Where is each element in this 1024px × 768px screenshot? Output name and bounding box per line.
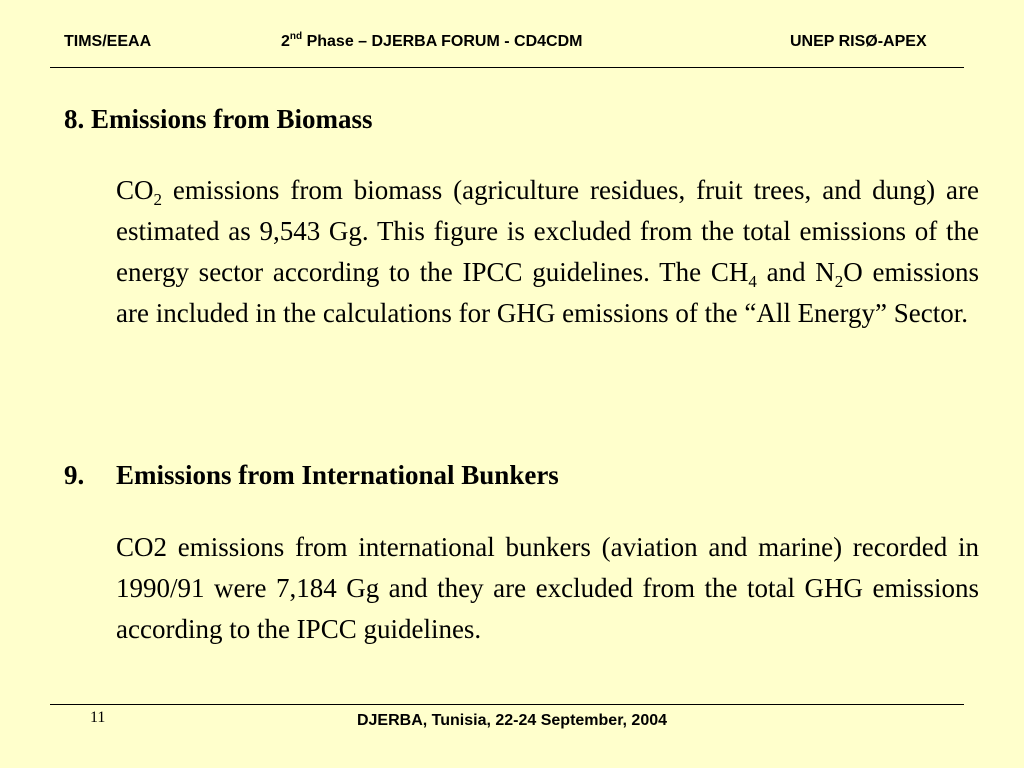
header-divider [50, 67, 964, 68]
p1-subscript-1: 2 [153, 190, 163, 209]
slide-header [0, 33, 1024, 59]
p1-text-b: emissions from biomass (agriculture residues, fruit trees, and dung) are estimated as 9,543 Gg. This figure is excluded from the total emissions of the energy sector according to the IPCC guidelines. The CH [116, 175, 979, 287]
section-9-paragraph: CO2 emissions from international bunkers (aviation and marine) recorded in 1990/91 were 7,184 Gg and they are excluded from the total GHG emissions according to the IPCC guidelines. [116, 532, 979, 644]
section-9-heading: Emissions from International Bunkers [116, 460, 559, 490]
section-8-paragraph [116, 170, 979, 334]
header-center-ordinal: nd [289, 31, 303, 42]
p1-subscript-3: 2 [834, 272, 844, 291]
header-center-prefix: 2 [281, 33, 290, 50]
footer-text: DJERBA, Tunisia, 22-24 September, 2004 [356, 712, 668, 729]
section-8-heading: 8. Emissions from Biomass [64, 104, 373, 134]
p1-text-c: and N [756, 257, 835, 287]
p1-text-a: CO [116, 175, 154, 205]
page-number: 11 [90, 709, 106, 726]
header-center-rest: Phase – DJERBA FORUM - CD4CDM [302, 33, 583, 50]
header-left-text: TIMS/EEAA [64, 33, 152, 50]
header-center-text [281, 33, 582, 51]
p1-subscript-2: 4 [748, 272, 757, 291]
footer-divider [50, 704, 964, 705]
p1-text-d: O emissions are included in the calculations for GHG emissions of the “All Energy” Sector. [116, 257, 980, 328]
header-right-text: UNEP RISØ-APEX [790, 33, 927, 50]
section-9-number: 9. [64, 460, 85, 490]
